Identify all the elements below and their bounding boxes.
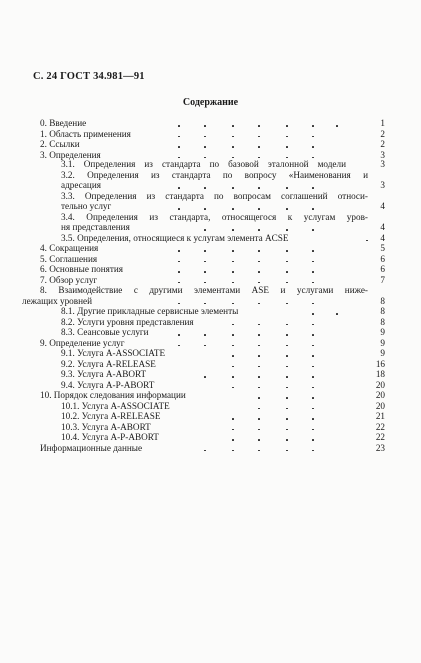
toc-entry-text: 0. Введение xyxy=(40,118,87,128)
leader-dot xyxy=(312,324,314,326)
leader-dot xyxy=(204,261,206,263)
leader-dot xyxy=(286,366,288,368)
toc-page-number: 16 xyxy=(375,358,385,369)
toc-page-number: 8 xyxy=(380,295,385,306)
leader-dot xyxy=(286,418,288,420)
leader-dot xyxy=(232,303,234,305)
leader-dot xyxy=(178,345,180,347)
leader-dot xyxy=(232,136,234,138)
leader-dot xyxy=(286,261,288,263)
leader-dot xyxy=(336,313,338,315)
leader-dot xyxy=(312,261,314,263)
toc-entry-text: 3.5. Определения, относящиеся к услугам элемента ACSE xyxy=(61,232,289,243)
toc-page-number: 2 xyxy=(380,128,385,139)
leader-dot xyxy=(232,366,234,368)
leader-dot xyxy=(204,136,206,138)
leader-dot xyxy=(258,324,260,326)
leader-dot xyxy=(286,229,288,231)
leader-dot xyxy=(258,450,260,452)
leader-dot xyxy=(232,261,234,263)
toc-entry-text: адресация xyxy=(61,180,101,190)
leader-dot xyxy=(312,418,314,420)
leader-dot xyxy=(232,187,234,189)
leader-dot xyxy=(336,125,338,127)
leader-dot xyxy=(286,282,288,284)
leader-dot xyxy=(312,397,314,399)
toc-entry-text: 10.1. Услуга A-ASSOCIATE xyxy=(61,400,170,411)
leader-dot xyxy=(312,345,314,347)
leader-dot xyxy=(258,208,260,210)
toc-entry-text: лежащих уровней xyxy=(22,295,93,306)
leader-dot xyxy=(286,334,288,336)
leader-dot xyxy=(232,334,234,336)
leader-dot xyxy=(258,229,260,231)
toc-page-number: 22 xyxy=(375,421,385,432)
leader-dot xyxy=(312,334,314,336)
leader-dot xyxy=(312,313,314,315)
leader-dot xyxy=(312,125,314,127)
toc-page-number: 20 xyxy=(375,379,385,390)
leader-dot xyxy=(178,303,180,305)
toc-page-number: 18 xyxy=(375,369,385,379)
leader-dot xyxy=(178,146,180,148)
leader-dot xyxy=(204,271,206,273)
leader-dot xyxy=(312,146,314,148)
leader-dot xyxy=(286,271,288,273)
toc-page-number: 20 xyxy=(375,390,385,400)
leader-dot xyxy=(312,429,314,431)
leader-dot xyxy=(178,157,180,159)
toc-page-number: 5 xyxy=(380,243,385,253)
leader-dot xyxy=(232,282,234,284)
leader-dot xyxy=(312,271,314,273)
leader-dot xyxy=(258,397,260,399)
leader-dot xyxy=(232,250,234,252)
leader-dot xyxy=(258,429,260,431)
toc-entry-text: 2. Ссылки xyxy=(40,139,80,149)
leader-dot xyxy=(312,408,314,410)
leader-dot xyxy=(258,355,260,357)
leader-dot xyxy=(232,324,234,326)
leader-dot xyxy=(204,334,206,336)
leader-dot xyxy=(258,418,260,420)
toc-entry-text: 6. Основные понятия xyxy=(40,264,124,274)
leader-dot xyxy=(232,271,234,273)
leader-dot xyxy=(286,345,288,347)
leader-dot xyxy=(286,439,288,441)
toc-entry-text: 8.2. Услуги уровня представления xyxy=(61,316,194,327)
leader-dot xyxy=(312,157,314,159)
toc-entry-text: 3.3. Определения из стандарта по вопросам соглашений относи- xyxy=(61,190,368,201)
toc-entry-text: тельно услуг xyxy=(61,201,112,211)
toc-title: Содержание xyxy=(182,97,239,108)
leader-dot xyxy=(312,376,314,378)
toc-entry-text: 8.1. Другие прикладные сервисные элементы xyxy=(61,306,239,316)
toc-entry-text: 1. Область применения xyxy=(40,128,131,139)
leader-dot xyxy=(204,146,206,148)
toc-page-number: 6 xyxy=(380,264,385,274)
leader-dot xyxy=(258,146,260,148)
leader-dot xyxy=(312,208,314,210)
leader-dot xyxy=(178,261,180,263)
leader-dot xyxy=(204,125,206,127)
leader-dot xyxy=(204,157,206,159)
leader-dot xyxy=(312,450,314,452)
leader-dot xyxy=(258,250,260,252)
leader-dot xyxy=(286,125,288,127)
leader-dot xyxy=(286,187,288,189)
toc-entry-text: 9.2. Услуга A-RELEASE xyxy=(61,358,156,369)
leader-dot xyxy=(232,345,234,347)
leader-dot xyxy=(232,387,234,389)
leader-dot xyxy=(232,229,234,231)
leader-dot xyxy=(312,303,314,305)
toc-page-number: 20 xyxy=(375,400,385,411)
leader-dot xyxy=(178,282,180,284)
toc-entry-text: 3. Определения xyxy=(40,149,101,160)
leader-dot xyxy=(232,429,234,431)
leader-dot xyxy=(232,355,234,357)
leader-dot xyxy=(312,366,314,368)
toc-entry-text: 8.3. Сеансовые услуги xyxy=(61,327,149,337)
toc-page-number: 4 xyxy=(380,201,385,211)
leader-dot xyxy=(258,345,260,347)
leader-dot xyxy=(312,136,314,138)
document-header: С. 24 ГОСТ 34.981—91 xyxy=(33,71,145,82)
leader-dot xyxy=(286,355,288,357)
toc-page-number: 23 xyxy=(375,442,385,453)
leader-dot xyxy=(204,250,206,252)
toc-page-number: 3 xyxy=(380,159,385,169)
toc-page-number: 22 xyxy=(375,432,385,442)
leader-dot xyxy=(312,282,314,284)
toc-page-number: 9 xyxy=(380,348,385,358)
toc-page-number: 8 xyxy=(380,306,385,316)
leader-dot xyxy=(204,208,206,210)
toc-entry-text: 7. Обзор услуг xyxy=(40,274,98,285)
leader-dot xyxy=(204,282,206,284)
leader-dot xyxy=(286,397,288,399)
toc-entry-text: 4. Сокращения xyxy=(40,243,99,253)
leader-dot xyxy=(286,136,288,138)
leader-dot xyxy=(232,208,234,210)
leader-dot xyxy=(286,324,288,326)
leader-dot xyxy=(232,157,234,159)
leader-dot xyxy=(178,250,180,252)
toc-page-number: 9 xyxy=(380,337,385,348)
leader-dot xyxy=(258,271,260,273)
leader-dot xyxy=(204,303,206,305)
leader-dot xyxy=(232,125,234,127)
toc-page-number: 6 xyxy=(380,253,385,264)
toc-entry-text: 3.1. Определения из стандарта по базовой эталонной модели xyxy=(61,159,346,169)
toc-entry-text: 10. Порядок следования информации xyxy=(40,390,186,400)
leader-dot xyxy=(258,408,260,410)
leader-dot xyxy=(286,429,288,431)
toc-page-number: 2 xyxy=(380,139,385,149)
leader-dot xyxy=(312,250,314,252)
leader-dot xyxy=(204,345,206,347)
toc-page-number: 21 xyxy=(375,411,385,421)
toc-entry-text: Информационные данные xyxy=(40,442,143,453)
toc-entry-text: 10.4. Услуга A-P-ABORT xyxy=(61,432,159,442)
toc-page-number: 3 xyxy=(380,149,385,160)
toc-page-number: 1 xyxy=(380,118,385,128)
leader-dot xyxy=(258,303,260,305)
toc-entry-text: 9.1. Услуга A-ASSOCIATE xyxy=(61,348,166,358)
toc-page-number: 3 xyxy=(380,180,385,190)
leader-dot xyxy=(286,157,288,159)
toc-page-number: 7 xyxy=(380,274,385,285)
toc-entry-text: ня представления xyxy=(61,222,130,232)
leader-dot xyxy=(286,146,288,148)
toc-entry-text: 8. Взаимодействие с другими элементами ASE и услугами ниже- xyxy=(40,285,368,295)
toc-entry-text: 10.2. Услуга A-RELEASE xyxy=(61,411,161,421)
leader-dot xyxy=(286,250,288,252)
toc-entry-text: 3.2. Определения из стандарта по вопросу «Наименования и xyxy=(61,169,368,180)
leader-dot xyxy=(258,187,260,189)
leader-dot xyxy=(286,208,288,210)
leader-dot xyxy=(286,450,288,452)
leader-dot xyxy=(258,125,260,127)
leader-dot xyxy=(286,376,288,378)
leader-dot xyxy=(366,240,368,242)
leader-dot xyxy=(312,355,314,357)
leader-dot xyxy=(232,376,234,378)
leader-dot xyxy=(204,450,206,452)
toc-page-number: 8 xyxy=(380,316,385,327)
leader-dot xyxy=(204,376,206,378)
leader-dot xyxy=(312,229,314,231)
leader-dot xyxy=(178,187,180,189)
toc-page-number: 9 xyxy=(380,327,385,337)
leader-dot xyxy=(178,125,180,127)
leader-dot xyxy=(204,187,206,189)
toc-page-number: 4 xyxy=(380,222,385,232)
leader-dot xyxy=(178,136,180,138)
toc-page-number: 4 xyxy=(380,232,385,243)
leader-dot xyxy=(312,187,314,189)
leader-dot xyxy=(258,261,260,263)
toc-entry-text: 5. Соглашения xyxy=(40,253,98,264)
leader-dot xyxy=(178,208,180,210)
leader-dot xyxy=(178,334,180,336)
leader-dot xyxy=(258,376,260,378)
leader-dot xyxy=(258,136,260,138)
leader-dot xyxy=(232,146,234,148)
leader-dot xyxy=(258,334,260,336)
leader-dot xyxy=(204,229,206,231)
leader-dot xyxy=(258,157,260,159)
toc-entry-text: 9.4. Услуга A-P-ABORT xyxy=(61,379,155,390)
leader-dot xyxy=(178,271,180,273)
leader-dot xyxy=(232,450,234,452)
leader-dot xyxy=(286,303,288,305)
leader-dot xyxy=(258,366,260,368)
leader-dot xyxy=(286,387,288,389)
leader-dot xyxy=(258,387,260,389)
toc-entry-text: 3.4. Определения из стандарта, относящегося к услугам уров- xyxy=(61,211,368,222)
leader-dot xyxy=(286,408,288,410)
leader-dot xyxy=(232,418,234,420)
toc-entry-text: 9. Определение услуг xyxy=(40,337,125,348)
leader-dot xyxy=(232,439,234,441)
leader-dot xyxy=(258,282,260,284)
toc-entry-text: 10.3. Услуга A-ABORT xyxy=(61,421,151,432)
leader-dot xyxy=(258,439,260,441)
leader-dot xyxy=(312,387,314,389)
toc-entry-text: 9.3. Услуга A-ABORT xyxy=(61,369,147,379)
leader-dot xyxy=(312,439,314,441)
